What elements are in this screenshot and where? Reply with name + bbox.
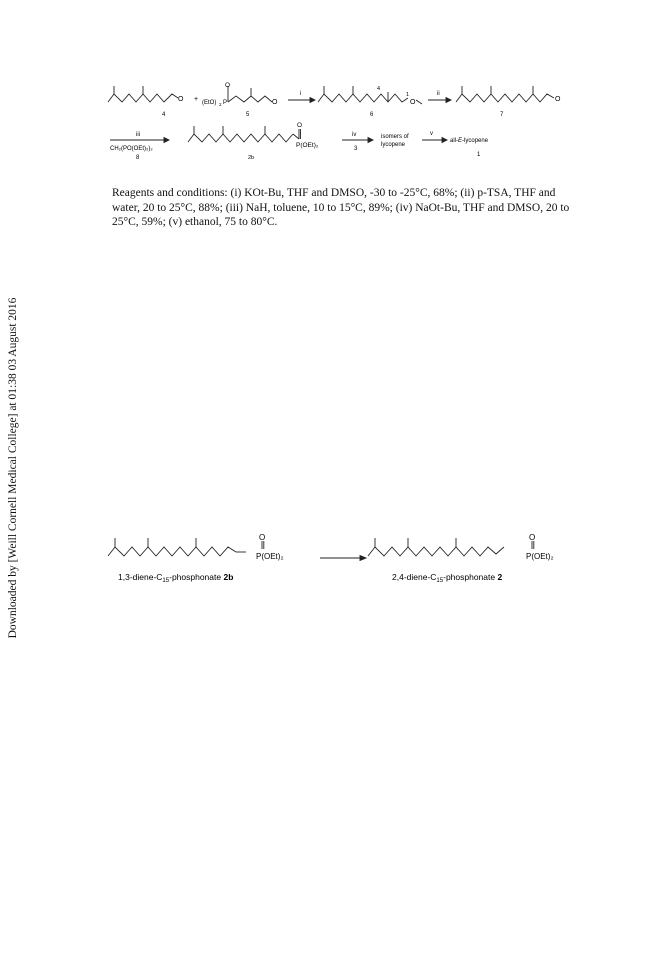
all-e-lycopene: all-E-lycopene	[450, 138, 489, 144]
phosphonate-oxygen-right: O	[529, 533, 536, 542]
step-v-label: v	[430, 131, 433, 137]
step-iv-label: iv	[352, 132, 357, 138]
reaction-conditions-caption	[112, 186, 572, 230]
label-1-3-diene-phosphonate-2b: $1,3-diene-C_{15}$-phosphonate 2b	[118, 572, 234, 584]
label-compound-2b: 2b	[248, 155, 255, 161]
label-compound-4: 4	[162, 112, 166, 118]
label-compound-1: 1	[477, 152, 481, 158]
phosphonate-oxygen-left: O	[259, 533, 266, 542]
plus-sign: +	[194, 96, 199, 103]
label-2-4-diene-phosphonate-2: $2,4-diene-C_{15}$-phosphonate 2	[392, 572, 503, 584]
reagent-5-ether-oxygen: O	[272, 99, 278, 106]
label-compound-8: 8	[136, 155, 140, 161]
structure-2b	[108, 547, 236, 556]
label-compound-3: 3	[354, 146, 358, 152]
phosphonate-group-right: P(OEt)₂	[526, 552, 554, 561]
compound-6-oxygen: O	[410, 99, 416, 106]
reagent-5-subscript: 2	[219, 102, 222, 107]
structure-2	[368, 547, 504, 556]
reagent-5-ester: (EtO)	[202, 100, 217, 106]
aldehyde-oxygen-4: O	[178, 96, 184, 103]
reagent-8-formula: CH₂(PO(OEt)₂)₂	[110, 146, 153, 152]
reagent-5-oxygen: O	[225, 82, 231, 89]
reagent-5-phosphorus: P	[223, 100, 228, 106]
step-ii-label: ii	[437, 91, 440, 97]
compound-4-structure	[108, 94, 178, 102]
caption-text: Reagents and conditions: (i) KOt-Bu, THF and DMSO, -30 to -25°C, 68%; (ii) p-TSA, THF and water, 20 to 25°C, 88%; (iii) NaH, toluene, 10 to 15°C, 89%; (iv) NaOt-Bu, THF and DMSO, 20 to 25°C, 59%; (v) ethanol, 75 to 80°C.	[112, 187, 570, 229]
compound-5-structure	[228, 96, 272, 102]
isomers-line-1: isomers of	[381, 134, 409, 140]
label-compound-5: 5	[246, 112, 250, 118]
label-compound-6: 6	[370, 112, 374, 118]
step-iii-label: iii	[136, 132, 140, 138]
locant-1: 1	[406, 92, 410, 98]
isomers-line-2: lycopene	[381, 142, 406, 148]
step-i-label: i	[300, 91, 302, 97]
compound-2b-structure	[188, 134, 293, 142]
label-compound-7: 7	[500, 112, 504, 118]
phosphonate-group-left: P(OEt)₂	[256, 552, 284, 561]
download-note: Downloaded by [Weill Cornell Medical College] at 01:38 03 August 2016	[7, 297, 19, 639]
aldehyde-oxygen-7: O	[555, 96, 561, 103]
scheme-1	[106, 80, 576, 180]
compound-6-structure	[318, 94, 408, 102]
compound-7-structure	[456, 94, 554, 102]
phosphonate-group-2b: P(OEt)₂	[296, 142, 319, 149]
phosphonate-oxygen-2b: O	[297, 122, 303, 129]
locant-4: 4	[377, 86, 381, 92]
scheme-2	[106, 528, 566, 598]
